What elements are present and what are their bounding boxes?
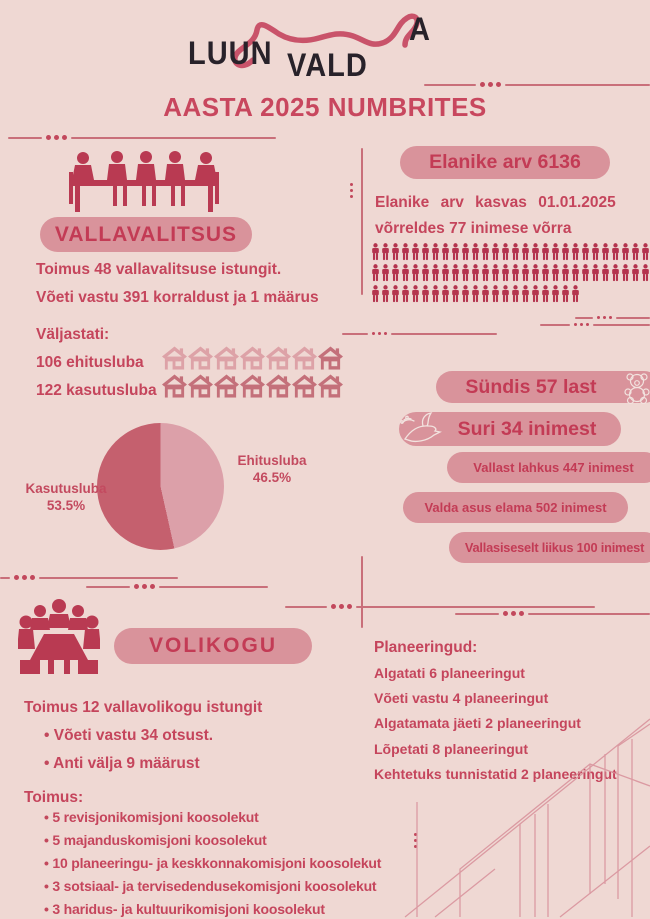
person-icon: [461, 264, 470, 282]
person-icon: [531, 243, 540, 261]
population-badge: [403, 492, 628, 523]
person-icon: [531, 285, 540, 303]
population-badge: [436, 371, 650, 403]
pie-label-kasutusluba-name: Kasutusluba: [25, 481, 107, 496]
dove-icon: [397, 408, 443, 450]
person-icon: [491, 243, 500, 261]
person-icon: [481, 243, 490, 261]
person-icon: [601, 243, 610, 261]
houses-row: [162, 346, 344, 372]
person-icon: [481, 264, 490, 282]
person-icon: [551, 264, 560, 282]
pie-label-kasutusluba-value: 53.5%: [46, 498, 86, 513]
person-icon: [461, 243, 470, 261]
person-icon: [581, 243, 590, 261]
person-icon: [621, 264, 630, 282]
pictogram-row: [371, 264, 650, 282]
pie-label-ehitusluba-value: 46.5%: [252, 470, 292, 485]
person-icon: [441, 285, 450, 303]
person-icon: [501, 243, 510, 261]
valjastati-title: Väljastati:: [36, 326, 110, 343]
divider: [424, 82, 650, 87]
volikogu-bullets: [44, 722, 213, 778]
elanike-line1: Elanike arv kasvas 01.01.2025: [375, 194, 616, 211]
person-icon: [601, 264, 610, 282]
person-icon: [521, 285, 530, 303]
divider: [455, 611, 650, 616]
bullet-item: • Võeti vastu 34 otsust.: [44, 722, 213, 750]
house-icon: [240, 374, 265, 398]
bullet-item: • Anti välja 9 määrust: [44, 750, 213, 778]
person-icon: [431, 243, 440, 261]
houses-row: [162, 374, 344, 400]
person-icon: [371, 264, 380, 282]
person-icon: [501, 285, 510, 303]
divider: [0, 575, 178, 580]
person-icon: [391, 243, 400, 261]
person-icon: [471, 243, 480, 261]
divider-dots: [480, 82, 501, 87]
person-icon: [421, 285, 430, 303]
person-icon: [641, 243, 650, 261]
pie-label-ehitusluba-name: Ehitusluba: [237, 453, 307, 468]
divider-line: [71, 137, 276, 139]
house-icon: [240, 346, 265, 370]
house-icon: [162, 346, 187, 370]
person-icon: [571, 285, 580, 303]
person-icon: [531, 264, 540, 282]
divider: [342, 332, 497, 335]
divider-line: [424, 84, 476, 86]
planeeringud-line: Võeti vastu 4 planeeringut: [374, 690, 549, 707]
person-icon: [561, 243, 570, 261]
bullet-item: • 5 revisjonikomisjoni koosolekut: [44, 806, 381, 829]
vallavalitsus-line1: Toimus 48 vallavalitsuse istungit.: [36, 261, 282, 278]
house-icon: [318, 374, 343, 398]
person-icon: [541, 243, 550, 261]
divider: [8, 135, 276, 140]
bullet-item: • 10 planeeringu- ja keskkonnakomisjoni koosolekut: [44, 852, 381, 875]
valjastati-item1: 106 ehitusluba: [36, 354, 144, 371]
person-icon: [561, 285, 570, 303]
house-icon: [188, 374, 213, 398]
person-icon: [541, 264, 550, 282]
divider: [285, 604, 595, 609]
person-icon: [381, 264, 390, 282]
person-icon: [411, 243, 420, 261]
planeeringud-line: Algatati 6 planeeringut: [374, 665, 525, 681]
person-icon: [471, 264, 480, 282]
person-icon: [451, 264, 460, 282]
komisjonid-bullets: [44, 806, 381, 919]
badge-label: Sündis 57 last: [465, 375, 597, 398]
meeting-table-icon: [68, 150, 220, 212]
person-icon: [591, 243, 600, 261]
page-title: AASTA 2025 NUMBRITES: [163, 92, 487, 122]
person-icon: [591, 264, 600, 282]
person-icon: [411, 264, 420, 282]
person-icon: [451, 243, 460, 261]
person-icon: [491, 285, 500, 303]
logo-text-vald: VALD: [287, 48, 368, 84]
person-icon: [641, 264, 650, 282]
person-icon: [611, 243, 620, 261]
divider-line: [505, 84, 650, 86]
planeeringud-line: Kehtetuks tunnistatid 2 planeeringut: [374, 765, 617, 782]
person-icon: [571, 243, 580, 261]
person-icon: [441, 264, 450, 282]
person-icon: [441, 243, 450, 261]
person-icon: [371, 285, 380, 303]
person-icon: [611, 264, 620, 282]
house-icon: [214, 374, 239, 398]
vallavalitsus-badge-label: VALLAVALITSUS: [54, 222, 238, 246]
bullet-item: • 3 sotsiaal- ja tervisedendusekomisjoni koosolekut: [44, 875, 381, 898]
person-icon: [451, 285, 460, 303]
person-icon: [551, 285, 560, 303]
vallavalitsus-badge: [40, 217, 252, 252]
house-icon: [162, 374, 187, 398]
person-icon: [621, 243, 630, 261]
badge-label: Valda asus elama 502 inimest: [424, 500, 607, 515]
person-icon: [521, 264, 530, 282]
house-icon: [266, 374, 291, 398]
person-icon: [511, 264, 520, 282]
pie-label-ehitusluba: [222, 452, 322, 486]
house-icon: [266, 346, 291, 370]
person-icon: [541, 285, 550, 303]
vertical-divider: [361, 556, 363, 628]
population-badge: [447, 452, 650, 483]
divider: [86, 584, 268, 589]
divider-dots: [46, 135, 67, 140]
person-icon: [391, 264, 400, 282]
person-icon: [511, 243, 520, 261]
logo-text-luun: LUUN: [188, 36, 273, 72]
person-icon: [381, 243, 390, 261]
volikogu-badge-label: VOLIKOGU: [148, 634, 277, 657]
planeeringud-title: Planeeringud:: [374, 639, 478, 656]
person-icon: [521, 243, 530, 261]
logo-text-a: A: [409, 12, 431, 48]
person-icon: [631, 264, 640, 282]
badge-label: Suri 34 inimest: [457, 417, 597, 440]
population-pictogram: [371, 243, 650, 306]
vertical-divider: [361, 148, 363, 295]
house-icon: [188, 346, 213, 370]
person-icon: [401, 264, 410, 282]
volikogu-intro: Toimus 12 vallavolikogu istungit: [24, 699, 263, 716]
valjastati-item2: 122 kasutusluba: [36, 382, 157, 399]
person-icon: [561, 264, 570, 282]
vallavalitsus-line2: Võeti vastu 391 korraldust ja 1 määrus: [36, 289, 319, 306]
divider: [575, 316, 650, 319]
divider-line: [8, 137, 42, 139]
badge-label: Vallasiseselt liikus 100 inimest: [464, 540, 645, 555]
volikogu-badge: [114, 628, 312, 664]
person-icon: [431, 285, 440, 303]
bullet-item: • 3 haridus- ja kultuurikomisjoni koosolekut: [44, 898, 381, 919]
person-icon: [411, 285, 420, 303]
person-icon: [391, 285, 400, 303]
person-icon: [461, 285, 470, 303]
person-icon: [551, 243, 560, 261]
pictogram-row: [371, 285, 650, 303]
person-icon: [501, 264, 510, 282]
pictogram-row: [371, 243, 650, 261]
vallavalitsus-text: [36, 256, 319, 312]
population-badge: [449, 532, 650, 563]
house-icon: [292, 346, 317, 370]
vertical-dots: [350, 183, 353, 198]
building-linework: [400, 684, 650, 919]
person-icon: [581, 264, 590, 282]
person-icon: [421, 243, 430, 261]
elanike-line2: võrreldes 77 inimese võrra: [375, 220, 572, 237]
planeeringud-line: Algatamata jäeti 2 planeeringut: [374, 715, 581, 732]
house-icon: [214, 346, 239, 370]
person-icon: [481, 285, 490, 303]
person-icon: [401, 243, 410, 261]
divider: [540, 323, 650, 326]
komisjonid-title: Toimus:: [24, 789, 84, 806]
teddy-bear-icon: [622, 372, 650, 404]
council-meeting-icon: [18, 598, 100, 678]
population-badge: [399, 412, 621, 446]
bullet-item: • 5 majanduskomisjoni koosolekut: [44, 829, 381, 852]
person-icon: [471, 285, 480, 303]
pie-label-kasutusluba: [18, 480, 114, 514]
person-icon: [571, 264, 580, 282]
person-icon: [401, 285, 410, 303]
person-icon: [631, 243, 640, 261]
person-icon: [421, 264, 430, 282]
elanike-badge-label: Elanike arv 6136: [429, 151, 581, 173]
person-icon: [431, 264, 440, 282]
house-icon: [292, 374, 317, 398]
person-icon: [381, 285, 390, 303]
elanike-text: [375, 190, 627, 242]
person-icon: [511, 285, 520, 303]
person-icon: [371, 243, 380, 261]
pie-chart: [97, 423, 224, 550]
house-icon: [318, 346, 343, 370]
houses-pictogram: [162, 346, 344, 402]
person-icon: [491, 264, 500, 282]
elanike-badge: [400, 146, 610, 179]
badge-label: Vallast lahkus 447 inimest: [473, 460, 634, 475]
planeeringud-line: Lõpetati 8 planeeringut: [374, 740, 529, 757]
